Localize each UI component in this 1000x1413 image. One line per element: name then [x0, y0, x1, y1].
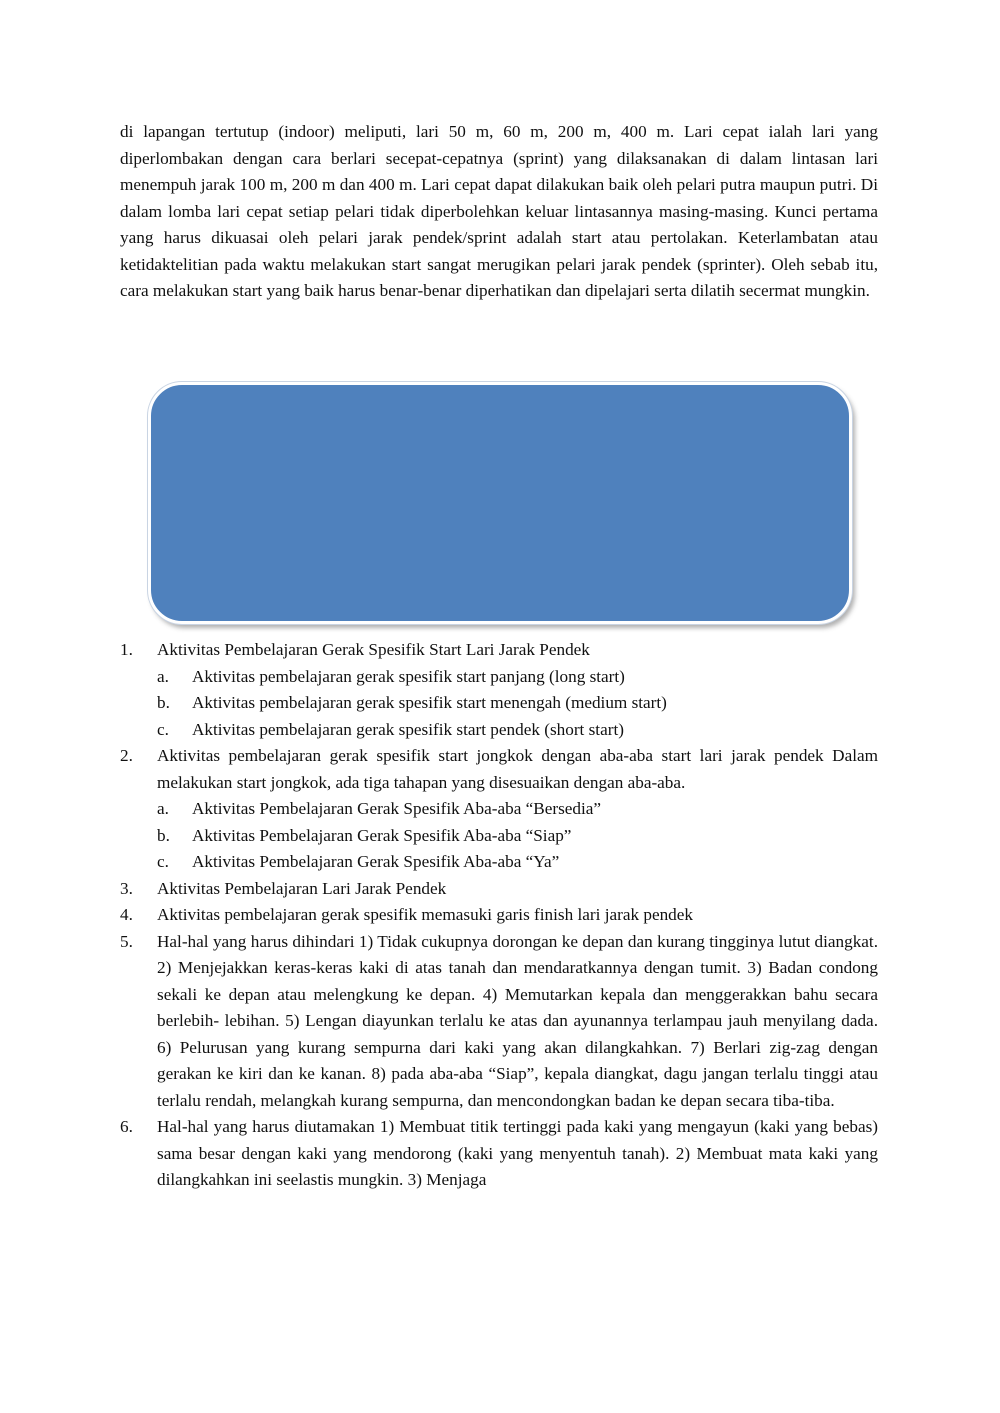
- intro-paragraph: di lapangan tertutup (indoor) meliputi, lari 50 m, 60 m, 200 m, 400 m. Lari cepat ialah lari yang diperlombakan dengan cara berlari secepat-cepatnya (sprint) yang dilaksanakan di dalam lintasan lari menempuh jarak 100 m, 200 m dan 400 m. Lari cepat dapat dilakukan baik oleh pelari putra maupun putri. Di dalam lomba lari cepat setiap pelari tidak diperbolehkan keluar lintasannya masing-masing. Kunci pertama yang harus dikuasai oleh pelari jarak pendek/sprint adalah start atau pertolakan. Keterlambatan atau ketidaktelitian pada waktu melakukan start sangat merugikan pelari jarak pendek (sprinter). Oleh sebab itu, cara melakukan start yang baik harus benar-benar diperhatikan dan dipelajari serta dilatih secermat mungkin.: [120, 122, 878, 300]
- item-text: Aktivitas Pembelajaran Gerak Spesifik Start Lari Jarak Pendek: [157, 640, 590, 659]
- sub-list: [120, 796, 878, 876]
- item-text: Aktivitas Pembelajaran Lari Jarak Pendek: [157, 878, 447, 898]
- item-text: Aktivitas pembelajaran gerak spesifik start jongkok dengan aba-aba start lari jarak pendek Dalam melakukan start jongkok, ada tiga tahapan yang disesuaikan dengan aba-aba.: [157, 746, 878, 792]
- sub-list-item: [120, 717, 878, 744]
- item-number: 3.: [120, 878, 133, 898]
- sub-item-text: Aktivitas Pembelajaran Gerak Spesifik Aba-aba “Ya”: [192, 852, 560, 871]
- sub-item-letter: b.: [157, 825, 170, 845]
- list-item: [120, 1114, 878, 1194]
- sub-item-text: Aktivitas Pembelajaran Gerak Spesifik Aba-aba “Siap”: [192, 825, 572, 845]
- sub-item-letter: c.: [157, 719, 169, 739]
- item-text: Hal-hal yang harus diutamakan 1) Membuat titik tertinggi pada kaki yang mengayun (kaki yang bebas) sama besar dengan kaki yang mendorong (kaki yang menyentuh tanah). 2) Membuat mata kaki yang dilangkahkan ini seelastis mungkin. 3) Menjaga: [157, 1117, 878, 1189]
- item-text: Hal-hal yang harus dihindari 1) Tidak cukupnya dorongan ke depan dan kurang tingginya lutut diangkat. 2) Menjejakkan keras-keras kaki di atas tanah dan mendaratkannya dengan tumit. 3) Badan condong sekali ke depan atau melengkung ke depan. 4) Memutarkan kepala dan menggerakkan bahu secara berlebih- lebihan. 5) Lengan diayunkan terlalu ke atas dan ayunannya terlampau jauh menyilang dada. 6) Pelurusan yang kurang sempurna dari kaki yang akan dilangkahkan. 7) Berlari zig-zag dengan gerakan ke kiri dan ke kanan. 8) pada aba-aba “Siap”, kepala diangkat, dagu jangan terlalu tinggi atau terlalu rendah, melangkah kurang sempurna, dan mencondongkan badan ke depan secara tiba-tiba.: [157, 931, 878, 1110]
- sub-list-item: [120, 823, 878, 850]
- list-item: [120, 929, 878, 1115]
- blue-rounded-box: [148, 382, 852, 624]
- activity-list: [120, 637, 878, 1194]
- sub-item-text: Aktivitas Pembelajaran Gerak Spesifik Aba-aba “Bersedia”: [192, 799, 602, 818]
- item-text: Aktivitas pembelajaran gerak spesifik memasuki garis finish lari jarak pendek: [157, 905, 693, 924]
- sub-item-text: Aktivitas pembelajaran gerak spesifik start menengah (medium start): [192, 693, 667, 712]
- sub-list: [120, 664, 878, 744]
- sub-list-wrapper: [120, 664, 878, 744]
- list-item: [120, 637, 878, 664]
- sub-item-text: Aktivitas pembelajaran gerak spesifik start pendek (short start): [192, 719, 624, 739]
- item-number: 5.: [120, 931, 133, 951]
- sub-item-letter: a.: [157, 666, 169, 686]
- item-number: 4.: [120, 905, 133, 924]
- sub-item-letter: a.: [157, 799, 169, 818]
- sub-item-text: Aktivitas pembelajaran gerak spesifik start panjang (long start): [192, 666, 625, 686]
- sub-list-item: [120, 690, 878, 717]
- list-item: [120, 743, 878, 796]
- item-number: 1.: [120, 640, 133, 659]
- item-number: 2.: [120, 746, 133, 765]
- sub-list-wrapper: [120, 796, 878, 876]
- list-item: [120, 902, 878, 929]
- sub-item-letter: b.: [157, 693, 170, 712]
- item-number: 6.: [120, 1117, 133, 1136]
- sub-item-letter: c.: [157, 852, 169, 871]
- list-item: [120, 876, 878, 903]
- sub-list-item: [120, 796, 878, 823]
- sub-list-item: [120, 664, 878, 691]
- sub-list-item: [120, 849, 878, 876]
